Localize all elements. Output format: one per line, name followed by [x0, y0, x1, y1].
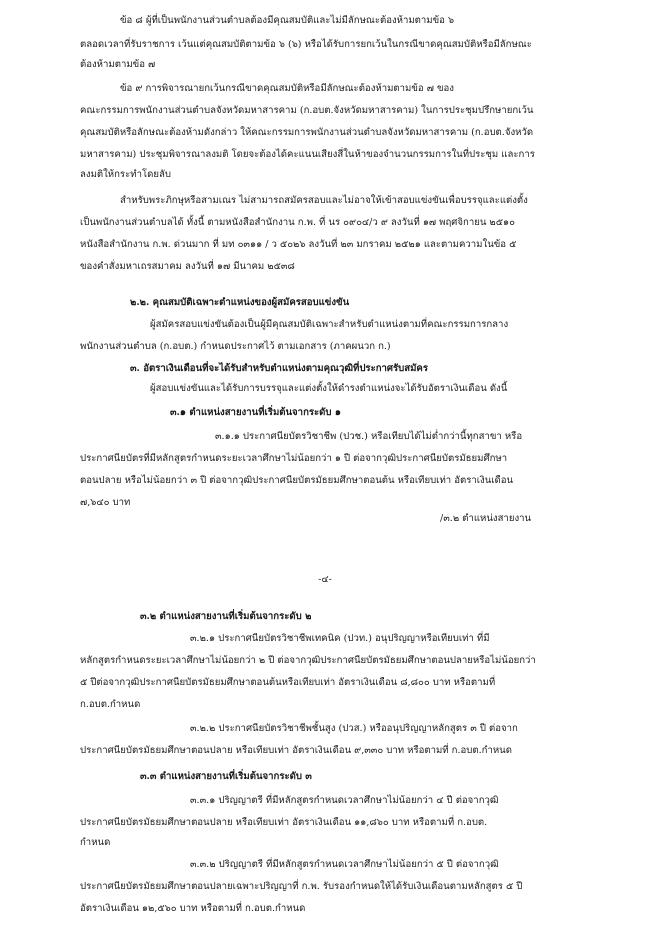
- section-3-heading: ๓. อัตราเงินเดือนที่จะได้รับสำหรับตำแหน่งตามคุณวุฒิที่ประกาศรับสมัคร: [130, 363, 429, 374]
- section-3-3-2-line-1: ๓.๓.๒ ปริญญาตรี ที่มีหลักสูตรกำหนดเวลาศึกษาไม่น้อยกว่า ๕ ปี ต่อจากวุฒิ: [190, 859, 499, 870]
- monk-para-line-3: หนังสือสำนักงาน ก.พ. ด่วนมาก ที่ มท ๐๓๑๑ / ว ๕๐๒๖ ลงวันที่ ๒๓ มกราคม ๒๕๒๑ และตามความในข้อ ๕: [80, 239, 517, 250]
- section-3-3-1-line-2: ประกาศนียบัตรมัธยมศึกษาตอนปลาย หรือเทียบเท่า อัตราเงินเดือน ๑๑,๘๖๐ บาท หรือตามที่ ก.อบต.: [80, 817, 488, 828]
- section-3-2-1-line-1: ๓.๒.๑ ประกาศนียบัตรวิชาชีพเทคนิค (ปวท.) อนุปริญญาหรือเทียบเท่า ที่มี: [190, 633, 490, 644]
- section-3-3-2-line-3: อัตราเงินเดือน ๑๒,๕๖๐ บาท หรือตามที่ ก.อบต.กำหนด: [80, 903, 306, 914]
- clause-8-line-3: ต้องห้ามตามข้อ ๗: [80, 59, 156, 70]
- clause-8-line-1: ข้อ ๘ ผู้ที่เป็นพนักงานส่วนตำบลต้องมีคุณสมบัติและไม่มีลักษณะต้องห้ามตามข้อ ๖: [120, 15, 455, 26]
- section-3-2-1-line-4: ก.อบต.กำหนด: [80, 699, 141, 710]
- monk-para-line-2: เป็นพนักงานส่วนตำบลได้ ทั้งนี้ ตามหนังสือสำนักงาน ก.พ. ที่ นร ๐๙๐๔/ว ๙ ลงวันที่ ๑๗ พฤศจิกายน ๒๕๑๐: [80, 217, 515, 228]
- section-2-2-line-2: พนักงานส่วนตำบล (ก.อบต.) กำหนดประกาศไว้ ตามเอกสาร (ภาคผนวก ก.): [80, 341, 391, 352]
- monk-para-line-4: ของคำสั่งมหาเถรสมาคม ลงวันที่ ๑๗ มีนาคม ๒๕๓๘: [80, 261, 295, 272]
- section-3-1-1-line-3: ตอนปลาย หรือไม่น้อยกว่า ๓ ปี ต่อจากวุฒิประกาศนียบัตรมัธยมศึกษาตอนต้น หรือเทียบเท่า อัตราเงินเดือน: [80, 475, 514, 486]
- clause-9-line-2: คณะกรรมการพนักงานส่วนตำบลจังหวัดมหาสารคาม (ก.อบต.จังหวัดมหาสารคาม) ในการประชุมปรึกษายกเว้น: [80, 105, 534, 116]
- clause-9-line-5: ลงมติให้กระทำโดยลับ: [80, 169, 171, 180]
- section-3-1-1-line-1: ๓.๑.๑ ประกาศนียบัตรวิชาชีพ (ปวช.) หรือเทียบได้ไม่ต่ำกว่านี้ทุกสาขา หรือ: [215, 431, 523, 442]
- section-3-3-1-line-3: กำหนด: [80, 837, 111, 848]
- monk-para-line-1: สำหรับพระภิกษุหรือสามเณร ไม่สามารถสมัครสอบและไม่อาจให้เข้าสอบแข่งขันเพื่อบรรจุและแต่งตั้ง: [120, 195, 528, 206]
- section-3-1-heading: ๓.๑ ตำแหน่งสายงานที่เริ่มต้นจากระดับ ๑: [170, 407, 341, 418]
- clause-9-line-4: มหาสารคาม) ประชุมพิจารณาลงมติ โดยจะต้องได้คะแนนเสียงสี่ในห้าของจำนวนกรรมการในที่ประชุม และการ: [80, 149, 535, 160]
- continuation-marker: /๓.๒ ตำแหน่งสายงาน: [440, 513, 532, 524]
- section-3-3-1-line-1: ๓.๓.๑ ปริญญาตรี ที่มีหลักสูตรกำหนดเวลาศึกษาไม่น้อยกว่า ๔ ปี ต่อจากวุฒิ: [190, 795, 499, 806]
- section-3-intro: ผู้สอบแข่งขันและได้รับการบรรจุและแต่งตั้งให้ดำรงตำแหน่งจะได้รับอัตราเงินเดือน ดังนี้: [150, 383, 508, 394]
- section-3-2-1-line-3: ๕ ปีต่อจากวุฒิประกาศนียบัตรมัธยมศึกษาตอนต้นหรือเทียบเท่า อัตราเงินเดือน ๘,๘๐๐ บาท หรือตามที่: [80, 677, 496, 688]
- clause-9-line-3: คุณสมบัติหรือลักษณะต้องห้ามดังกล่าว ให้คณะกรรมการพนักงานส่วนตำบลจังหวัดมหาสารคาม (ก.อบต.จังหวัด: [80, 127, 534, 138]
- section-2-2-line-1: ผู้สมัครสอบแข่งขันต้องเป็นผู้มีคุณสมบัติเฉพาะสำหรับตำแหน่งตามที่คณะกรรมการกลาง: [150, 319, 509, 330]
- section-3-1-1-line-4: ๗,๖๔๐ บาท: [80, 497, 131, 508]
- page-number: -๔-: [318, 574, 332, 585]
- section-3-2-2-line-2: ประกาศนียบัตรมัธยมศึกษาตอนปลาย หรือเทียบเท่า อัตราเงินเดือน ๙,๓๓๐ บาท หรือตามที่ ก.อบต.กำหนด: [80, 745, 512, 756]
- section-3-3-2-line-2: ประกาศนียบัตรมัธยมศึกษาตอนปลายเฉพาะปริญญาที่ ก.พ. รับรองกำหนดให้ได้รับเงินเดือนตามหลักสูตร ๕ ปี: [80, 881, 523, 892]
- section-3-3-heading: ๓.๓ ตำแหน่งสายงานที่เริ่มต้นจากระดับ ๓: [140, 771, 312, 782]
- clause-9-line-1: ข้อ ๙ การพิจารณายกเว้นกรณีขาดคุณสมบัติหรือมีลักษณะต้องห้ามตามข้อ ๗ ของ: [120, 83, 454, 94]
- section-3-2-2-line-1: ๓.๒.๒ ประกาศนียบัตรวิชาชีพชั้นสูง (ปวส.) หรืออนุปริญญาหลักสูตร ๓ ปี ต่อจาก: [190, 723, 518, 734]
- section-3-2-1-line-2: หลักสูตรกำหนดระยะเวลาศึกษาไม่น้อยกว่า ๒ ปี ต่อจากวุฒิประกาศนียบัตรมัธยมศึกษาตอนปลายหรือไม่น้อยกว่า: [80, 655, 536, 666]
- section-3-2-heading: ๓.๒ ตำแหน่งสายงานที่เริ่มต้นจากระดับ ๒: [140, 611, 312, 622]
- clause-8-line-2: ตลอดเวลาที่รับราชการ เว้นแต่คุณสมบัติตามข้อ ๖ (๖) หรือได้รับการยกเว้นในกรณีขาดคุณสมบัติหรือมีลักษณะ: [80, 39, 532, 50]
- section-3-1-1-line-2: ประกาศนียบัตรที่มีหลักสูตรกำหนดระยะเวลาศึกษาไม่น้อยกว่า ๑ ปี ต่อจากวุฒิประกาศนียบัตรมัธยมศึกษา: [80, 453, 508, 464]
- section-2-2-heading: ๒.๒. คุณสมบัติเฉพาะตำแหน่งของผู้สมัครสอบแข่งขัน: [130, 297, 350, 308]
